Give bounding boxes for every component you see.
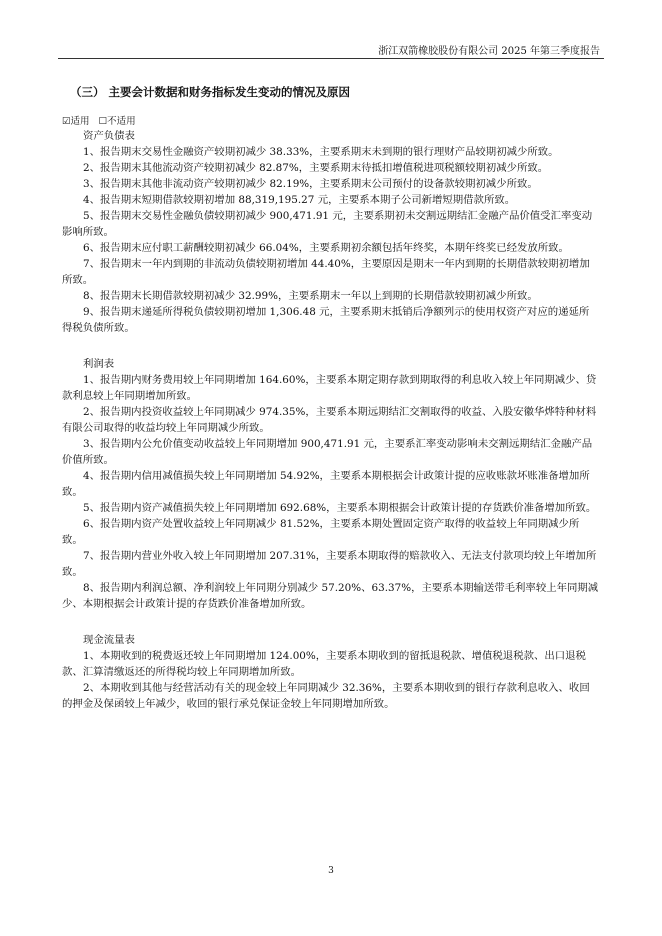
section-heading: （三） 主要会计数据和财务指标发生变动的情况及原因: [70, 85, 351, 99]
income-statement-item: 1、报告期内财务费用较上年同期增加 164.60%，主要系本期定期存款到期取得的利息收入较上年同期减少、贷款利息较上年同期增加所致。: [62, 374, 597, 402]
applicability-options: [62, 113, 142, 127]
section-spacer: [62, 612, 599, 632]
balance-sheet-item: 6、报告期末应付职工薪酬较期初减少 66.04%，主要系期初余额包括年终奖，本期年终奖已经发放所致。: [83, 242, 569, 254]
cash-flow-item: 2、本期收到其他与经营活动有关的现金较上年同期减少 32.36%，主要系本期收到的银行存款利息收入、收回的押金及保函较上年减少，收回的银行承兑保证金较上年同期增加所致。: [62, 682, 590, 710]
applicable-checkbox: ☑适用: [62, 116, 90, 127]
not-applicable-checkbox: ☐不适用: [98, 116, 136, 127]
main-content: [62, 128, 599, 712]
balance-sheet-item: 3、报告期末其他非流动资产较期初减少 82.19%，主要系期末公司预付的设备款较期初减少所致。: [83, 178, 538, 190]
balance-sheet-item: 4、报告期末短期借款较期初增加 88,319,195.27 元，主要系本期子公司新增短期借款所致。: [83, 194, 516, 206]
balance-sheet-item: 9、报告期末递延所得税负债较期初增加 1,306.48 元，主要系期末抵销后净额列示的使用权资产对应的递延所得税负债所致。: [62, 306, 590, 334]
income-statement-item: 4、报告期内信用减值损失较上年同期增加 54.92%，主要系本期根据会计政策计提的应收账款坏账准备增加所致。: [62, 470, 590, 498]
cash-flow-item: 1、本期收到的税费返还较上年同期增加 124.00%，主要系本期收到的留抵退税款、增值税退税款、出口退税款、汇算清缴返还的所得税均较上年同期增加所致。: [62, 650, 586, 678]
income-statement-item: 8、报告期内利润总额、净利润较上年同期分别减少 57.20%、63.37%，主要系本期输送带毛利率较上年同期减少、本期根据会计政策计提的存货跌价准备增加所致。: [62, 582, 599, 610]
balance-sheet-item: 8、报告期末长期借款较期初减少 32.99%，主要系期末一年以上到期的长期借款较期初减少所致。: [83, 290, 538, 302]
report-header-title: 浙江双箭橡胶股份有限公司 2025 年第三季度报告: [378, 46, 600, 57]
income-statement-item: 5、报告期内资产减值损失较上年同期增加 692.68%，主要系本期根据会计政策计提的存货跌价准备增加所致。: [83, 502, 597, 514]
balance-sheet-item: 5、报告期末交易性金融负债较期初减少 900,471.91 元，主要系期初未交割远期结汇金融产品价值受汇率变动影响所致。: [62, 210, 593, 238]
income-statement-item: 2、报告期内投资收益较上年同期减少 974.35%，主要系本期远期结汇交割取得的收益、入股安徽华烨特种材料有限公司取得的收益均较上年同期减少所致。: [62, 406, 597, 434]
section-spacer: [62, 336, 599, 356]
balance-sheet-title: 资产负债表: [83, 130, 135, 142]
balance-sheet-item: 7、报告期末一年内到期的非流动负债较期初增加 44.40%，主要原因是期末一年内到期的长期借款较期初增加所致。: [62, 258, 590, 286]
cash-flow-title: 现金流量表: [83, 634, 135, 646]
income-statement-item: 3、报告期内公允价值变动收益较上年同期增加 900,471.91 元，主要系汇率变动影响未交割远期结汇金融产品价值所致。: [62, 438, 593, 466]
income-statement-item: 6、报告期内资产处置收益较上年同期减少 81.52%，主要系本期处置固定资产取得的收益较上年同期减少所致。: [62, 518, 580, 546]
income-statement-item: 7、报告期内营业外收入较上年同期增加 207.31%，主要系本期取得的赔款收入、无法支付款项均较上年增加所致。: [62, 550, 597, 578]
header-divider: [58, 58, 604, 59]
income-statement-title: 利润表: [83, 358, 115, 370]
page-number: 3: [328, 866, 334, 876]
balance-sheet-item: 2、报告期末其他流动资产较期初减少 82.87%，主要系期末待抵扣增值税进项税额较期初减少所致。: [83, 162, 549, 174]
balance-sheet-item: 1、报告期末交易性金融资产较期初减少 38.33%，主要系期末未到期的银行理财产品较期初减少所致。: [83, 146, 559, 158]
